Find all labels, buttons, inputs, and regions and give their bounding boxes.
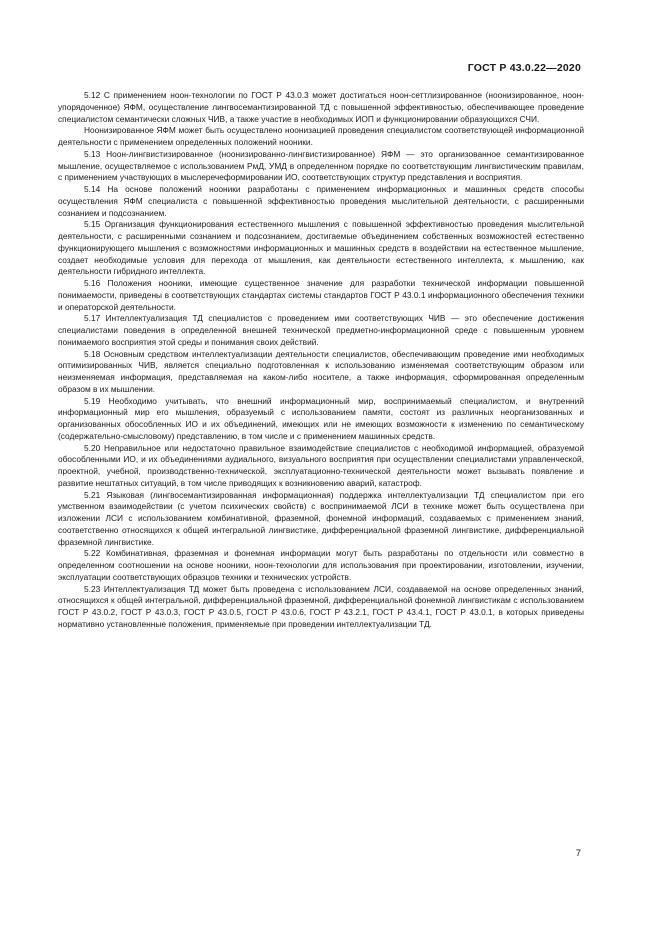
paragraph-5-21: 5.21 Языковая (лингвосемантизированная информационная) поддержка интеллектуализации ТД специалистом при его умственном взаимодействии (с учетом психических свойств) с воспринимаемой ЛСИ в технике может быть осуществлена при изложении ЛСИ с использованием комбинативной, фраземной, фонемной информаций, создаваемых с применением знаний, соответственно относящихся к общей интегральной лингвистике, дифференциальной фраземной лингвистике, дифференциальной фраземной лингвистике. [58, 489, 584, 547]
page-number: 7 [575, 848, 581, 859]
paragraph-5-18: 5.18 Основным средством интеллектуализации деятельности специалистов, обеспечивающим проведение ими необходимых оптимизированных ЧИВ, является специально подготовленная к использованию изменяемая соответствующим образом или неизменяемая информация, представляемая на каком-либо носителе, а также информация, сформированная определенным образом в их мышлении. [58, 348, 584, 394]
paragraph-5-16: 5.16 Положения нооники, имеющие существенное значение для разработки технической информации повышенной понимаемости, приведены в соответствующих стандартах системы стандартов ГОСТ Р 43.0.1 информационного обеспечения техники и операторской деятельности. [58, 278, 584, 312]
paragraph-5-22: 5.22 Комбинативная, фраземная и фонемная информации могут быть разработаны по отдельности или совместно в определенном соотношении на основе нооники, ноон-технологии для использования при проектировании, изготовлении, изучении, эксплуатации соответствующих образцов техники и технических устройств. [58, 548, 584, 582]
paragraph-5-13: 5.13 Ноон-лингвистизированное (ноонизированно-лингвистизированное) ЯФМ — это организованное семантизированное мышление, осуществляемое с использованием РмД, УМД в определенном порядке по соответствующим лингвистическим правилам, с применением участвующих в мыслеречеформировании ИО, соответствующих структур представления и восприятия. [58, 148, 584, 183]
paragraph-5-15: 5.15 Организация функционирования естественного мышления с повышенной эффективностью проведения мыслительной деятельности, с расширенными сознанием и подсознанием, достигаемые объединением собственных возможностей естественно функционирующего мышления с возможностями информационных и машинных средств в воздействии на естественное мышление, создает необходимые условия для перехода от мышления, как деятельности естественного интеллекта, к мышлению, как деятельности гибридного интеллекта. [58, 219, 584, 277]
paragraph-5-20: 5.20 Неправильное или недостаточно правильное взаимодействие специалистов с необходимой информацией, образуемой обособленными ИО, и их объединениями аудиального, визуального восприятия при осуществлении специалистами управленческой, проектной, учебной, производственно-технической, эксплуатационно-технической деятельности может вызывать появление и развитие нештатных ситуаций, в том числе приводящих к возникновению аварий, катастроф. [58, 442, 584, 488]
paragraph-5-23: 5.23 Интеллектуализация ТД может быть проведена с использованием ЛСИ, создаваемой на основе определенных знаний, относящихся к общей интегральной, дифференциальной фраземной, дифференциальной фонемной лингвистикам с использованием ГОСТ Р 43.0.2, ГОСТ Р 43.0.3, ГОСТ Р 43.0.5, ГОСТ Р 43.0.6, ГОСТ Р 43.2.1, ГОСТ Р 43.4.1, ГОСТ Р 43.0.1, в которых приведены нормативно установленные положения, применяемые при проведении интеллектуализации ТД. [58, 583, 584, 629]
paragraph-5-14: 5.14 На основе положений нооники разработаны с применением информационных и машинных средств способы осуществления ЯФМ специалиста с повышенной эффективностью проведения мыслительной деятельности, с расширенными сознанием и подсознанием. [58, 184, 584, 218]
document-id-header: ГОСТ Р 43.0.22—2020 [467, 62, 581, 74]
paragraph-5-12-continued: Ноонизированное ЯФМ может быть осуществлено ноонизацией проведения специалистом соответствующей информационной деятельности с применением определенных положений нооники. [58, 125, 584, 147]
paragraph-5-17: 5.17 Интеллектуализация ТД специалистов с проведением ими соответствующих ЧИВ — это обеспечение достижения специалистами поведения в определенной внешней технической предметно-информационной среде с повышенным уровнем понимаемого восприятия этой среды и понимания своих действий. [58, 313, 584, 347]
paragraph-5-19: 5.19 Необходимо учитывать, что внешний информационный мир, воспринимаемый специалистом, и внутренний информационный мир его мышления, образуемый с использованием памяти, состоят из различных неорганизованных и организованных обособленных ИО и их объединений, имеющих или не имеющих возможности к изменению по семантическому (содержательно-смысловому) представлению, в том числе и с применением машинных средств. [58, 395, 584, 441]
paragraph-5-12: 5.12 С применением ноон-технологии по ГОСТ Р 43.0.3 может достигаться ноон-сеттлизированное (ноонизированное, ноон-упорядоченное) ЯФМ, осуществление лингвосемантизированной ТД с повышенной эффективностью, обеспечивающее проведение специалистом семантически сложных ЧИВ, а также участие в необходимых ИОП и функционировании образующихся СЧИ. [58, 90, 584, 124]
document-body [58, 90, 584, 631]
